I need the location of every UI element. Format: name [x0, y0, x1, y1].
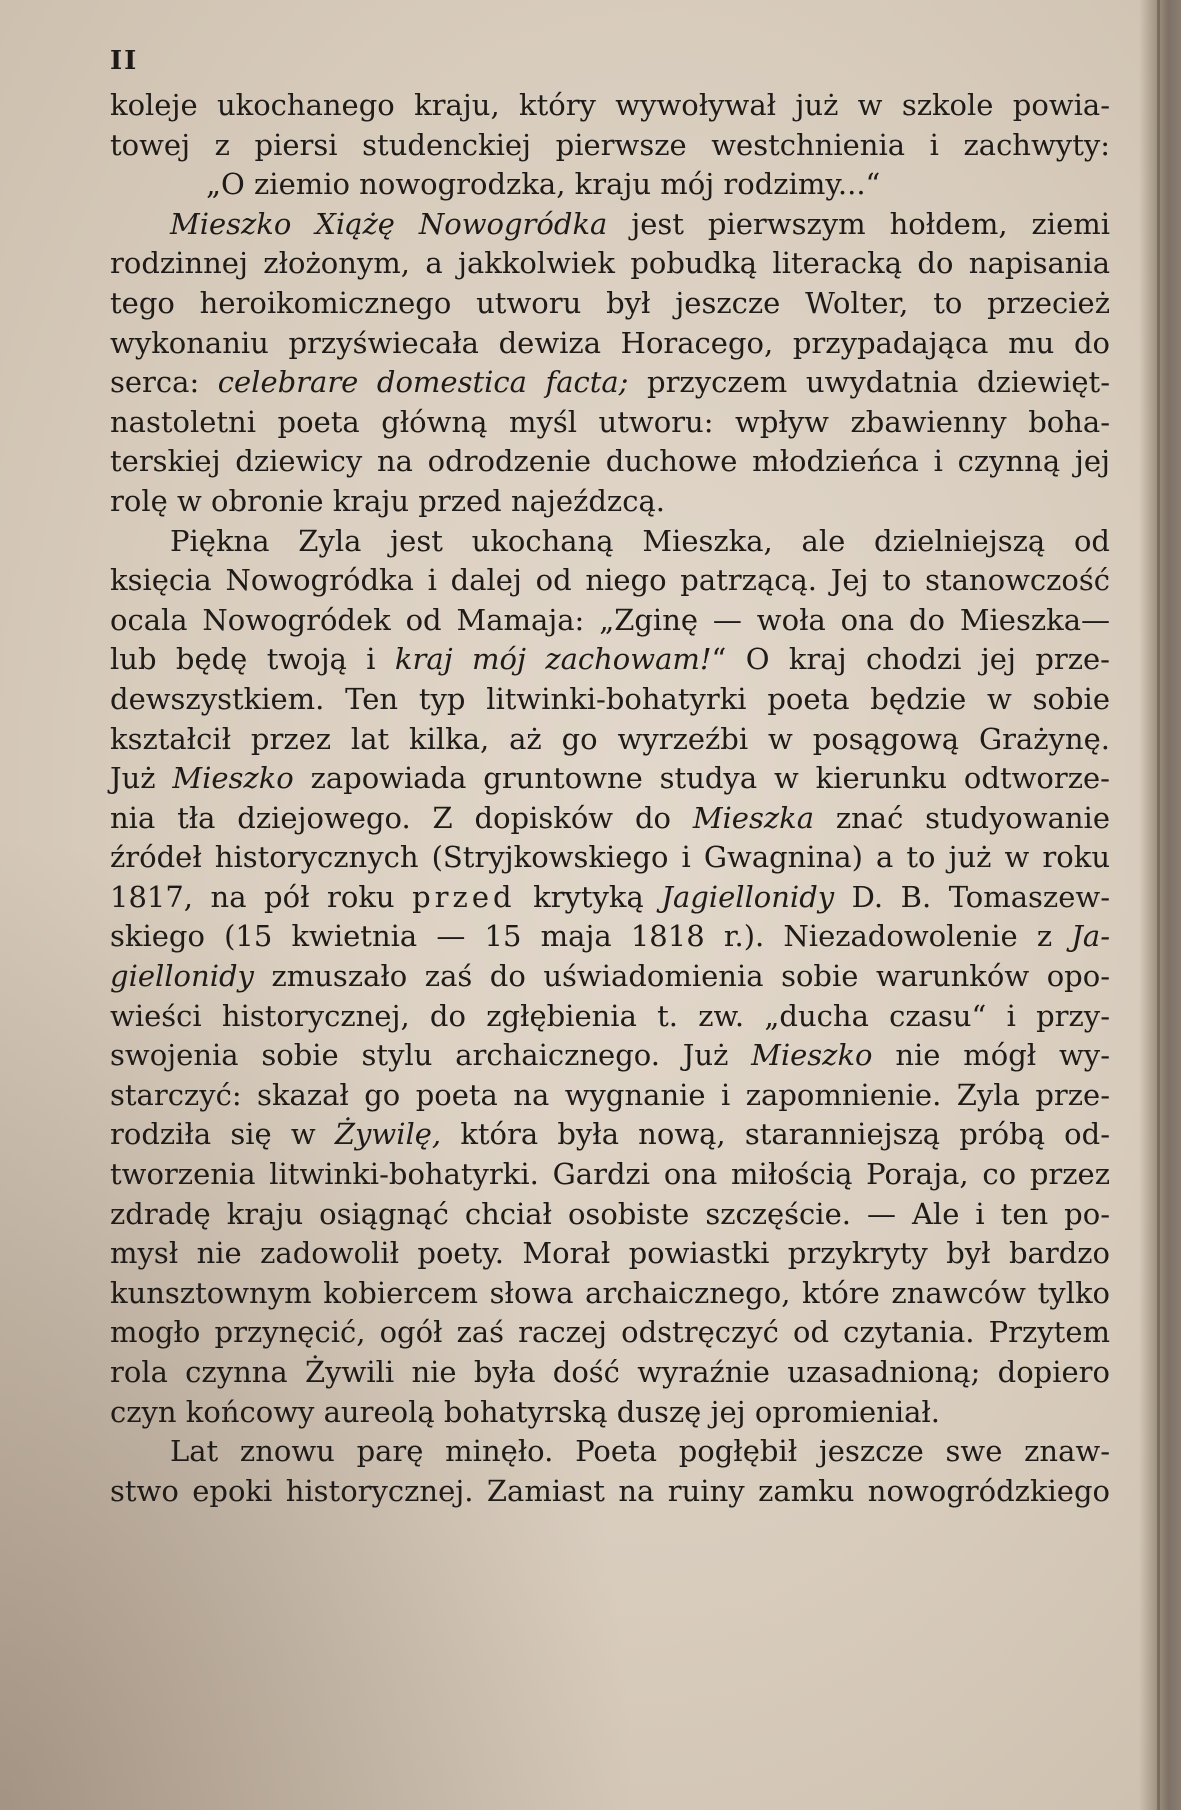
text-line: mogło przynęcić, ogół zaś raczej odstręczyć od czytania. Przytem — [110, 1315, 1110, 1350]
italic-title: giellonidy — [110, 959, 254, 994]
text-line: mysł nie zadowolił poety. Morał powiastki przykryty był bardzo — [110, 1236, 1110, 1271]
text-line: nastoletni poeta główną myśl utworu: wpływ zbawienny boha- — [110, 404, 1110, 439]
text-line: rodziła się w Żywilę, która była nową, staranniejszą próbą od- — [110, 1117, 1110, 1152]
text-line: lub będę twoją i kraj mój zachowam!“ O kraj chodzi jej prze- — [110, 642, 1110, 677]
italic-title: Jagiellonidy — [661, 879, 835, 914]
text-line: swojenia sobie stylu archaicznego. Już Mieszko nie mógł wy- — [110, 1038, 1110, 1073]
text-line: tworzenia litwinki-bohatyrki. Gardzi ona miłością Poraja, co przez — [110, 1157, 1110, 1192]
page-edge-shadow — [1139, 0, 1181, 1810]
text-line: giellonidy zmuszało zaś do uświadomienia sobie warunków opo- — [110, 959, 1110, 994]
text-line: rola czynna Żywili nie była dość wyraźnie uzasadnioną; dopiero — [110, 1355, 1110, 1389]
italic-title: Mieszko Xiążę Nowogródka — [170, 206, 608, 241]
italic-title: Mieszka — [692, 800, 814, 835]
text-line: koleje ukochanego kraju, który wywoływał już w szkole powia- — [110, 88, 1110, 122]
italic-title: Mieszko — [751, 1038, 873, 1073]
text-line: starczyć: skazał go poeta na wygnanie i zapomnienie. Zyla prze- — [110, 1077, 1110, 1112]
text-line: dewszystkiem. Ten typ litwinki-bohatyrki poeta będzie w sobie — [110, 681, 1110, 716]
body-text — [110, 86, 1110, 1511]
text-line: skiego (15 kwietnia — 15 maja 1818 r.). Niezadowolenie z Ja- — [110, 919, 1110, 954]
page-number: II — [110, 46, 139, 76]
text-line: Piękna Zyla jest ukochaną Mieszka, ale dzielniejszą od — [170, 523, 1110, 558]
text-line: „O ziemio nowogrodzka, kraju mój rodzimy...“ — [206, 167, 881, 202]
text-line: nia tła dziejowego. Z dopisków do Mieszka znać studyowanie — [110, 800, 1110, 835]
text-line: Lat znowu parę minęło. Poeta pogłębił jeszcze swe znaw- — [170, 1434, 1110, 1469]
text-line: 1817, na pół roku przed krytyką Jagiellonidy D. B. Tomaszew- — [110, 879, 1110, 914]
text-line: zdradę kraju osiągnąć chciał osobiste szczęście. — Ale i ten po- — [110, 1196, 1110, 1231]
italic-quote: celebrare domestica facta; — [217, 365, 629, 400]
text-line: kunsztownym kobiercem słowa archaicznego, które znawców tylko — [110, 1275, 1110, 1310]
text-line: serca: celebrare domestica facta; przyczem uwydatnia dziewięt- — [110, 365, 1110, 400]
text-line: ocala Nowogródek od Mamaja: „Zginę — woła ona do Mieszka— — [110, 602, 1110, 637]
text-line: wieści historycznej, do zgłębienia t. zw. „ducha czasu“ i przy- — [110, 998, 1110, 1033]
text-line: rolę w obronie kraju przed najeźdzcą. — [110, 483, 665, 518]
text-line: kształcił przez lat kilka, aż go wyrzeźbi w posągową Grażynę. — [110, 721, 1110, 756]
text-line: czyn końcowy aureolą bohatyrską duszę jej opromieniał. — [110, 1394, 941, 1429]
text-line: rodzinnej złożonym, a jakkolwiek pobudką literacką do napisania — [110, 246, 1110, 281]
text-line: tego heroikomicznego utworu był jeszcze Wolter, to przecież — [110, 285, 1110, 320]
text-line: Mieszko Xiążę Nowogródka jest pierwszym hołdem, ziemi — [170, 206, 1111, 241]
italic-quote: kraj mój zachowam! — [394, 642, 712, 677]
italic-title: Ja- — [1071, 919, 1110, 954]
spaced-word: przed — [412, 879, 516, 914]
text-line: księcia Nowogródka i dalej od niego patrzącą. Jej to stanowczość — [110, 563, 1110, 598]
text-line: wykonaniu przyświecała dewiza Horacego, przypadająca mu do — [110, 325, 1110, 360]
italic-title: Żywilę, — [334, 1117, 442, 1152]
italic-title: Mieszko — [172, 761, 294, 796]
text-line: źródeł historycznych (Stryjkowskiego i Gwagnina) a to już w roku — [110, 840, 1110, 875]
text-line: towej z piersi studenckiej pierwsze westchnienia i zachwyty: — [110, 127, 1110, 162]
text-line: terskiej dziewicy na odrodzenie duchowe młodzieńca i czynną jej — [110, 444, 1110, 479]
text-line: Już Mieszko zapowiada gruntowne studya w kierunku odtworze- — [110, 761, 1110, 796]
text-line: stwo epoki historycznej. Zamiast na ruiny zamku nowogródzkiego — [110, 1473, 1110, 1508]
